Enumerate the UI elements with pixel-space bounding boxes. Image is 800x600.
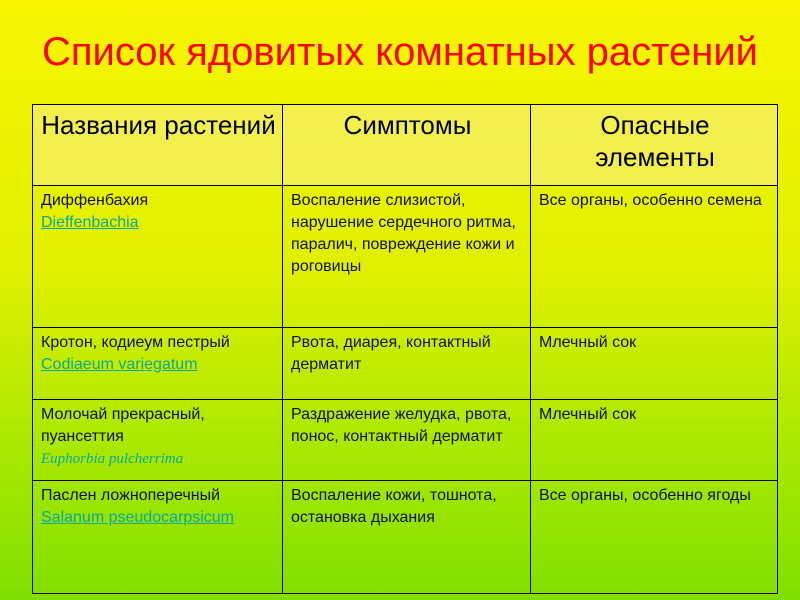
latin-name: Euphorbia pulcherrima xyxy=(41,451,184,467)
header-plant-names: Названия растений xyxy=(33,105,283,186)
plant-name-cell xyxy=(33,400,283,481)
header-symptoms: Симптомы xyxy=(283,105,531,186)
plant-name: Кротон, кодиеум пестрый xyxy=(41,334,230,351)
header-dangerous-parts: Опасные элементы xyxy=(531,105,778,186)
latin-name-link[interactable]: Codiaeum variegatum xyxy=(41,356,198,373)
poisonous-plants-table xyxy=(32,104,778,594)
table-row xyxy=(33,328,778,400)
symptoms-cell: Воспаление слизистой, нарушение сердечного ритма, паралич, повреждение кожи и роговицы xyxy=(283,186,531,328)
latin-name-link[interactable]: Salanum pseudocarpsicum xyxy=(41,509,234,526)
dangerous-parts-cell: Млечный сок xyxy=(531,400,778,481)
latin-name-link[interactable]: Dieffenbachia xyxy=(41,214,139,231)
dangerous-parts-cell: Все органы, особенно семена xyxy=(531,186,778,328)
plant-name: Паслен ложноперечный xyxy=(41,487,221,504)
dangerous-parts-cell: Млечный сок xyxy=(531,328,778,400)
symptoms-cell: Воспаление кожи, тошнота, остановка дыхания xyxy=(283,481,531,594)
table-header-row xyxy=(33,105,778,186)
table-row xyxy=(33,186,778,328)
plant-name-cell xyxy=(33,328,283,400)
plant-name: Диффенбахия xyxy=(41,192,149,209)
table-row xyxy=(33,481,778,594)
plant-name-cell xyxy=(33,481,283,594)
page-title: Список ядовитых комнатных растений xyxy=(41,30,759,74)
dangerous-parts-cell: Все органы, особенно ягоды xyxy=(531,481,778,594)
plant-name: Молочай прекрасный, пуансеттия xyxy=(41,406,205,445)
table-row xyxy=(33,400,778,481)
symptoms-cell: Рвота, диарея, контактный дерматит xyxy=(283,328,531,400)
symptoms-cell: Раздражение желудка, рвота, понос, контактный дерматит xyxy=(283,400,531,481)
plant-name-cell xyxy=(33,186,283,328)
